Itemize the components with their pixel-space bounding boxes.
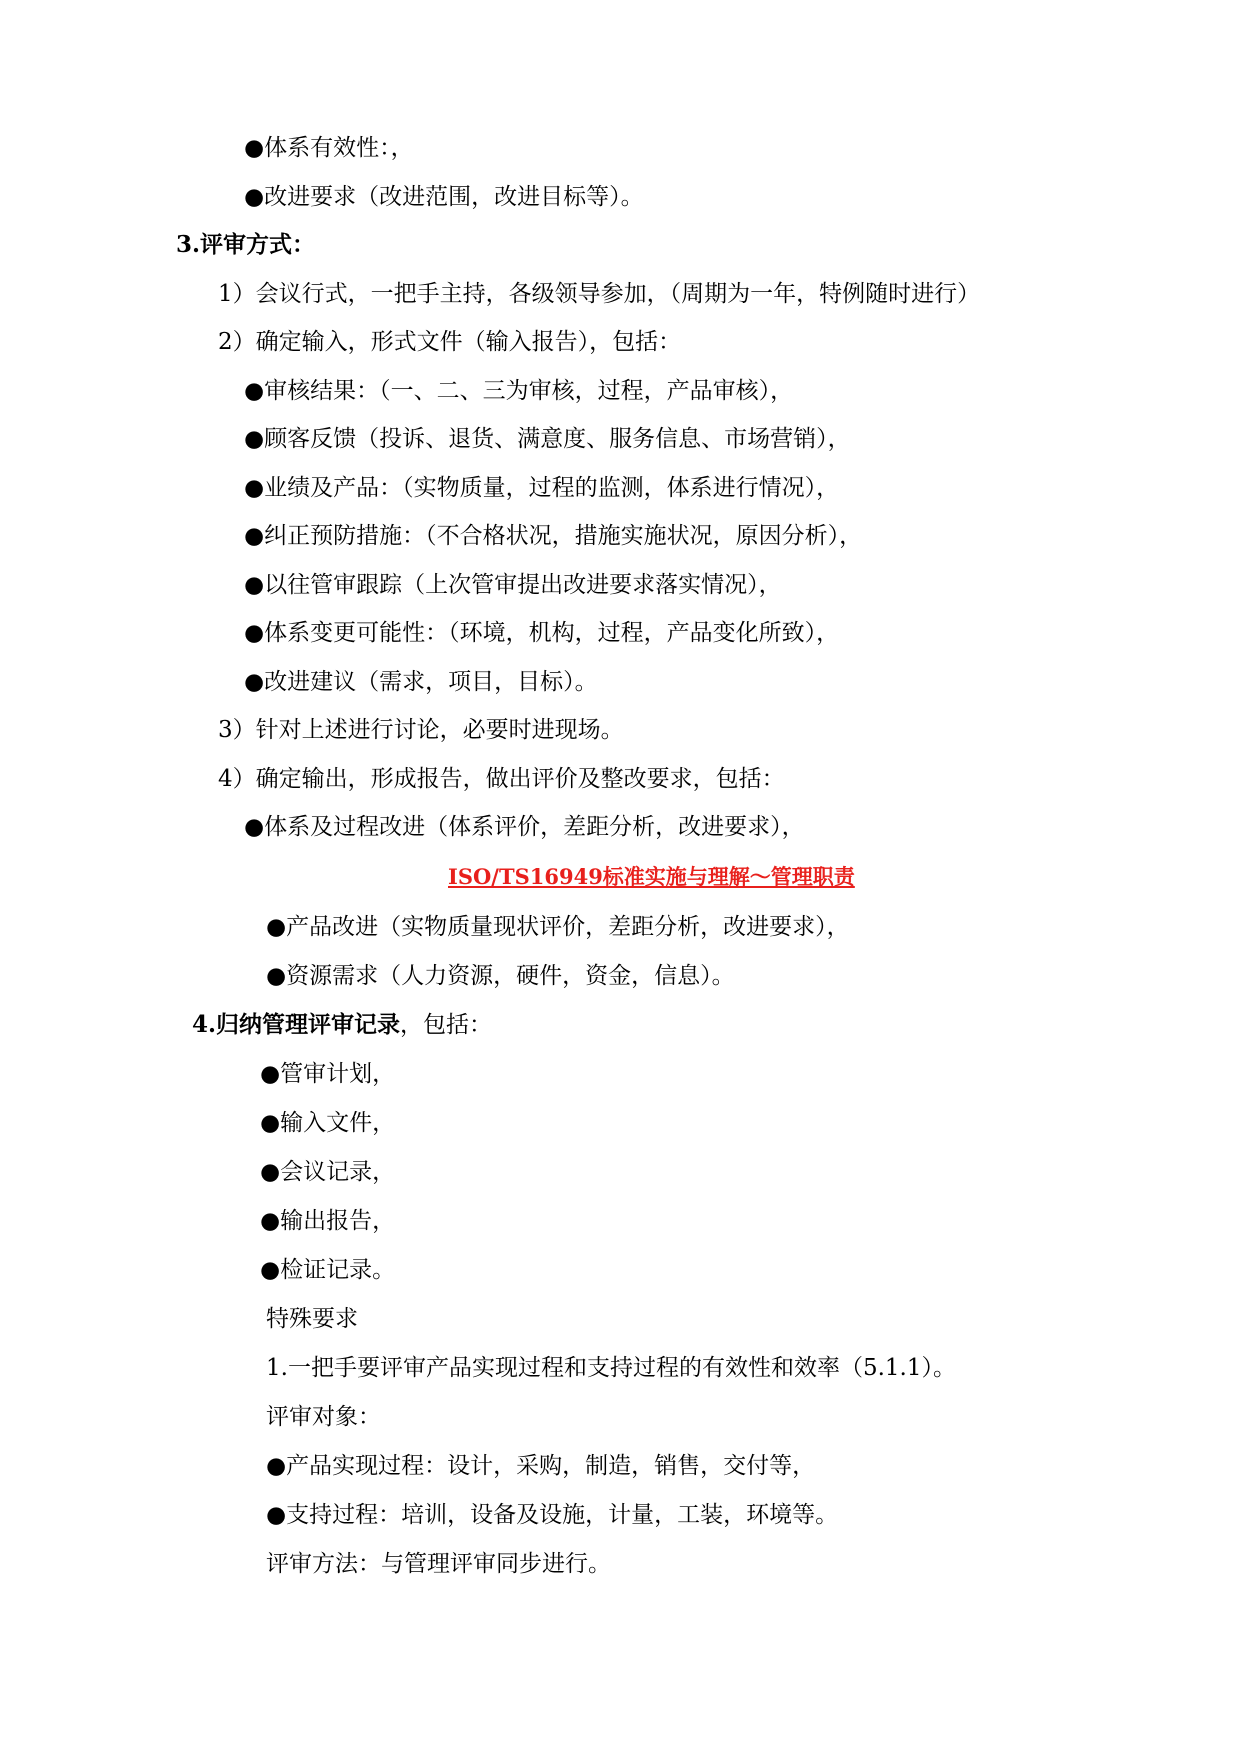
bullet-input-documents: ●输入文件， [260,1110,396,1136]
bullet-product-realization-process: ●产品实现过程：设计，采购，制造，销售，交付等， [266,1453,816,1479]
bullet-system-process-improvement: ●体系及过程改进（体系评价，差距分析，改进要求）， [244,814,805,840]
bullet-support-process: ●支持过程：培训，设备及设施，计量，工装，环境等。 [266,1502,839,1528]
section-heading-review-records-suffix: ，包括： [400,1012,493,1038]
bullet-customer-feedback: ●顾客反馈（投诉、退货、满意度、服务信息、市场营销）， [244,426,851,452]
review-method-note: 评审方法：与管理评审同步进行。 [266,1551,611,1577]
special-requirements-label: 特殊要求 [266,1306,358,1332]
running-header-link[interactable]: ISO/TS16949标准实施与理解～管理职责 [448,864,855,889]
special-requirement-1: 1.一把手要评审产品实现过程和支持过程的有效性和效率（5.1.1）。 [266,1355,956,1381]
bullet-system-change: ●体系变更可能性：（环境，机构，过程，产品变化所致）， [244,620,840,646]
review-objects-label: 评审对象： [266,1404,381,1430]
bullet-verification-records: ●检证记录。 [260,1257,396,1283]
item-define-output: 4）确定输出，形成报告，做出评价及整改要求，包括： [218,766,785,792]
bullet-improvement-requirements: ●改进要求（改进范围，改进目标等）。 [244,184,644,210]
item-meeting-format: 1）会议行式，一把手主持，各级领导参加，（周期为一年，特例随时进行） [218,281,981,307]
bullet-resource-needs: ●资源需求（人力资源，硬件，资金，信息）。 [266,963,735,989]
bullet-meeting-minutes: ●会议记录， [260,1159,396,1185]
bullet-corrective-preventive: ●纠正预防措施：（不合格状况，措施实施状况，原因分析）， [244,523,863,549]
item-discussion: 3）针对上述进行讨论，必要时进现场。 [218,717,624,743]
bullet-system-effectiveness: ●体系有效性：， [244,135,414,161]
item-define-input: 2）确定输入，形式文件（输入报告），包括： [218,329,682,355]
section-heading-review-records-title: 4.归纳管理评审记录 [192,1011,401,1038]
bullet-performance-products: ●业绩及产品：（实物质量，过程的监测，体系进行情况）， [244,475,840,501]
section-heading-review-records [192,1010,492,1040]
section-heading-review-method: 3.评审方式： [176,231,316,258]
bullet-improvement-suggestions: ●改进建议（需求，项目，目标）。 [244,669,598,695]
bullet-output-report: ●输出报告， [260,1208,396,1234]
bullet-product-improvement: ●产品改进（实物质量现状评价，差距分析，改进要求）， [266,914,850,940]
bullet-previous-review-tracking: ●以往管审跟踪（上次管审提出改进要求落实情况）， [244,572,782,598]
bullet-audit-results: ●审核结果：（一、二、三为审核，过程，产品审核）， [244,378,794,404]
bullet-review-plan: ●管审计划， [260,1061,396,1087]
